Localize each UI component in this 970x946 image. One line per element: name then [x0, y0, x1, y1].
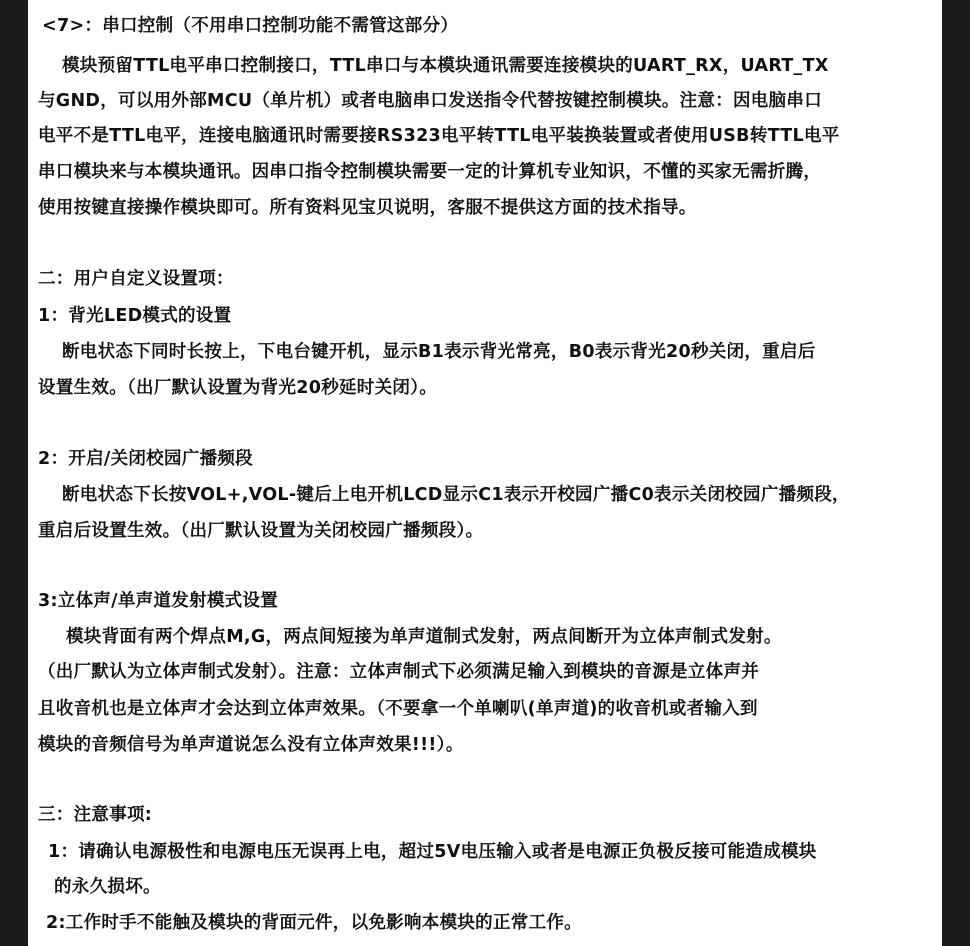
paragraph-line: 断电状态下长按VOL+,VOL-键后上电开机LCD显示C1表示开校园广播C0表示关闭校园广播频段， [62, 485, 850, 505]
note-line: 的永久损坏。 [54, 877, 161, 897]
note-line: 1：请确认电源极性和电源电压无误再上电，超过5V电压输入或者是电源正负极反接可能造成模块 [48, 842, 817, 862]
item-stereo-mode-title: 3:立体声/单声道发射模式设置 [38, 591, 279, 611]
section-serial-heading: <7>：串口控制（不用串口控制功能不需管这部分） [42, 16, 459, 36]
item-campus-band-title: 2：开启/关闭校园广播频段 [38, 449, 253, 469]
paragraph-line: 模块的音频信号为单声道说怎么没有立体声效果!!!）。 [38, 735, 464, 755]
paragraph-line: 断电状态下同时长按上，下电台键开机，显示B1表示背光常亮，B0表示背光20秒关闭，重启后 [62, 342, 816, 362]
paragraph-line: 模块预留TTL电平串口控制接口，TTL串口与本模块通讯需要连接模块的UART_RX，UART_TX [62, 56, 829, 76]
paragraph-line: 串口模块来与本模块通讯。因串口指令控制模块需要一定的计算机专业知识，不懂的买家无需折腾， [38, 162, 822, 182]
section-user-heading: 二：用户自定义设置项： [38, 269, 234, 289]
item-backlight-title: 1：背光LED模式的设置 [38, 306, 232, 326]
note-line: 2:工作时手不能触及模块的背面元件，以免影响本模块的正常工作。 [46, 913, 582, 933]
paragraph-line: （出厂默认为立体声制式发射）。注意：立体声制式下必须满足输入到模块的音源是立体声并 [38, 662, 760, 682]
document-page [28, 0, 942, 946]
paragraph-line: 模块背面有两个焊点M,G，两点间短接为单声道制式发射，两点间断开为立体声制式发射。 [66, 627, 782, 647]
section-notes-heading: 三：注意事项: [38, 805, 153, 825]
paragraph-line: 设置生效。（出厂默认设置为背光20秒延时关闭）。 [38, 378, 438, 398]
paragraph-line: 且收音机也是立体声才会达到立体声效果。（不要拿一个单喇叭(单声道)的收音机或者输入到 [38, 699, 758, 719]
paragraph-line: 与GND，可以用外部MCU（单片机）或者电脑串口发送指令代替按键控制模块。注意：因电脑串口 [38, 91, 823, 111]
paragraph-line: 重启后设置生效。（出厂默认设置为关闭校园广播频段）。 [38, 521, 484, 541]
paragraph-line: 使用按键直接操作模块即可。所有资料见宝贝说明，客服不提供这方面的技术指导。 [38, 198, 697, 218]
paragraph-line: 电平不是TTL电平，连接电脑通讯时需要接RS323电平转TTL电平装换装置或者使用USB转TTL电平 [38, 126, 840, 146]
